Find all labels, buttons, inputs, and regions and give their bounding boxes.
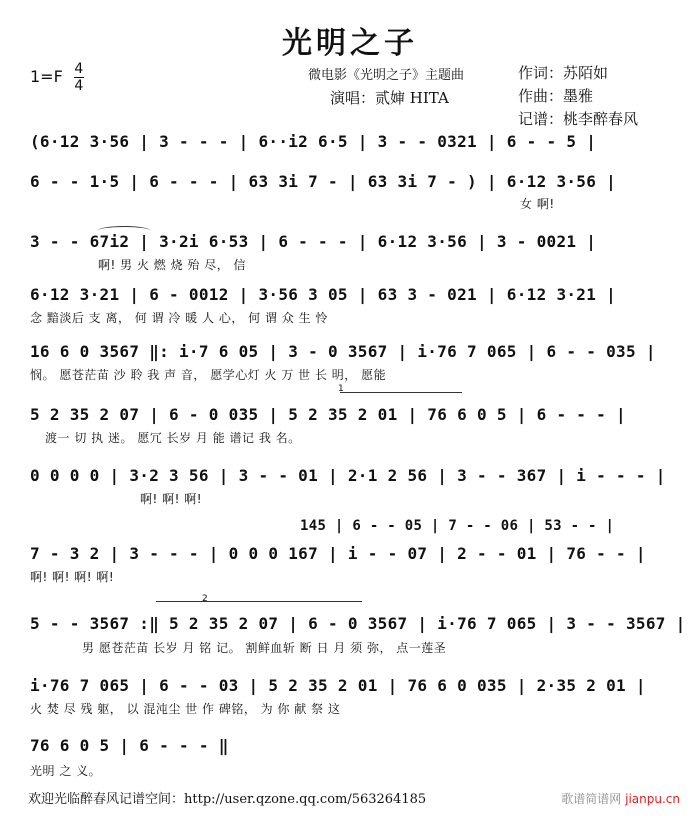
lyric-row-11: 火 焚 尽 残 躯， 以 混沌尘 世 作 碑铭， 为 你 献 祭 这 [30,702,341,716]
page-title: 光明之子 [282,26,418,61]
lyric-row-4: 念 黯淡后 支 离， 何 谓 冷 暖 人 心， 何 谓 众 生 怜 [30,311,328,325]
lyric-row-12: 光明 之 义。 [30,764,102,778]
transcriber: 记谱：桃李醉春风 [518,110,639,128]
subtitle: 微电影《光明之子》主题曲 [308,68,465,83]
score-row-11: i·76 7 065 | 6 - - 03 | 5 2 35 2 01 | 76 6 0 035 | 2·35 2 01 | [30,676,646,695]
score-row-3: 3 - - 67i2 | 3·2i 6·53 | 6 - - - | 6·12 3·56 | 3 - 0021 | [30,232,597,251]
score-row-12: 76 6 0 5 | 6 - - - ‖ [30,736,229,755]
score-row-6: 5 2 35 2 07 | 6 - 0 035 | 5 2 35 2 01 | 76 6 0 5 | 6 - - - | [30,405,626,424]
lyricist: 作词：苏陌如 [518,64,609,82]
score-row-4: 6·12 3·21 | 6 - 0012 | 3·56 3 05 | 63 3 - 021 | 6·12 3·21 | [30,285,617,304]
score-row-5: 16 6 0 3567 ‖: i·7 6 05 | 3 - 0 3567 | i·76 7 065 | 6 - - 035 | [30,342,656,361]
watermark-site: 歌谱简谱网 [561,792,622,806]
key-signature [30,62,84,93]
score-row-8-upper: 145 | 6 - - 05 | 7 - - 06 | 53 - - | [300,518,615,534]
score-row-1: (6·12 3·56 | 3 - - - | 6··i2 6·5 | 3 - - 0321 | 6 - - 5 | [30,132,597,151]
singer: 演唱：贰婶 HITA [330,89,449,107]
time-sig-bottom: 4 [74,78,84,94]
score-row-7: 0 0 0 0 | 3·2 3 56 | 3 - - 01 | 2·1 2 56 | 3 - - 367 | i - - - | [30,466,666,485]
footer-link[interactable]: 欢迎光临醉春风记谱空间：http://user.qzone.qq.com/563264185 [28,792,427,807]
composer: 作曲：墨雅 [518,87,594,105]
lyric-row-9: 啊! 啊! 啊! 啊! [30,570,115,584]
lyric-row-3: 啊! 男 火 燃 烧 殆 尽， 信 [98,258,247,272]
lyric-row-5: 悯。 愿苍茫苗 沙 聆 我 声 音， 愿学心灯 火 万 世 长 明， 愿能 [30,368,387,382]
score-row-9: 7 - 3 2 | 3 - - - | 0 0 0 167 | i - - 07 | 2 - - 01 | 76 - - | [30,544,646,563]
watermark-domain: jianpu.cn [625,792,680,806]
watermark [561,790,680,807]
lyric-row-7: 啊! 啊! 啊! [140,492,203,506]
score-row-2: 6 - - 1·5 | 6 - - - | 63 3i 7 - | 63 3i 7 - ) | 6·12 3·56 | [30,172,617,191]
lyric-row-6: 渡一 切 执 迷。 愿冗 长岁 月 能 谱记 我 名。 [45,431,301,445]
key-label: 1=F [30,67,63,86]
time-sig-top: 4 [74,61,84,77]
score-row-10: 5 - - 3567 :‖ 5 2 35 2 07 | 6 - 0 3567 | i·76 7 065 | 3 - - 3567 | [30,614,686,633]
lyric-row-2: 女 啊! [520,197,555,211]
time-signature [74,62,84,93]
lyric-row-10: 男 愿苍茫苗 长岁 月 铭 记。 割鲜血斩 断 日 月 须 弥， 点一莲圣 [82,641,447,655]
